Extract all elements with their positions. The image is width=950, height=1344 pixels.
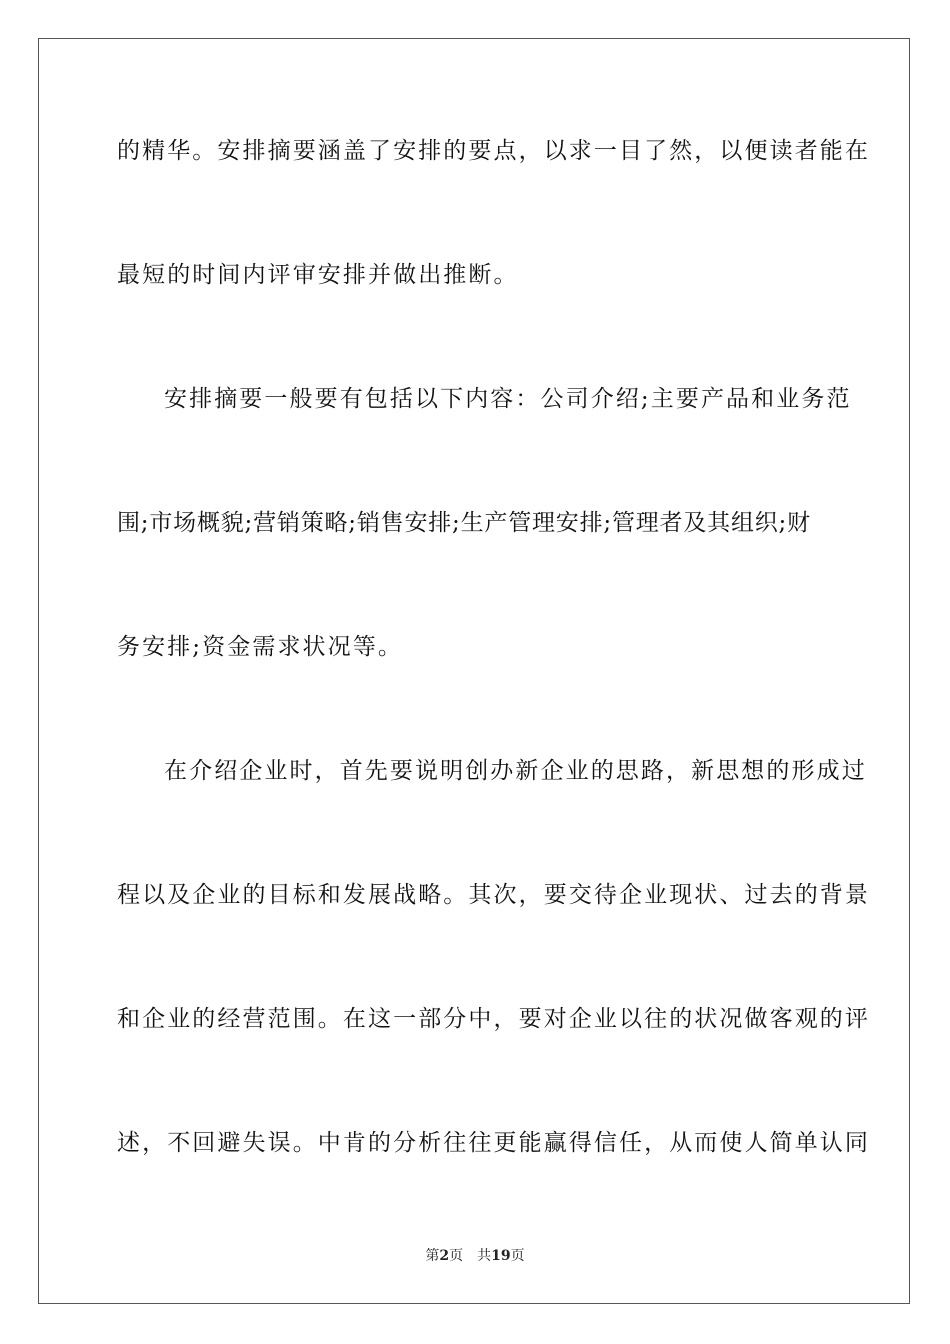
body-line-5: 务安排;资金需求状况等。 [117,634,403,660]
body-line-6: 在介绍企业时，首先要说明创办新企业的思路，新思想的形成过 [164,758,867,784]
body-line-8: 和企业的经营范围。在这一部分中，要对企业以往的状况做客观的评 [117,1006,870,1032]
body-line-2: 最短的时间内评审安排并做出推断。 [117,262,519,288]
body-line-4: 围;市场概貌;营销策略;销售安排;生产管理安排;管理者及其组织;财 [117,510,811,536]
page-number: 2 [439,1248,450,1264]
body-line-3: 安排摘要一般要有包括以下内容：公司介绍;主要产品和业务范 [164,386,852,412]
total-prefix: 共 [477,1248,492,1264]
page-prefix: 第 [425,1248,440,1264]
page-suffix: 页 [449,1248,464,1264]
total-pages: 19 [491,1248,511,1264]
page-border [38,38,910,1304]
body-line-1: 的精华。安排摘要涵盖了安排的要点，以求一目了然，以便读者能在 [117,138,870,164]
body-line-7: 程以及企业的目标和发展战略。其次，要交待企业现状、过去的背景 [117,882,870,908]
body-line-9: 述，不回避失误。中肯的分析往往更能赢得信任，从而使人简单认同 [117,1130,870,1156]
page-footer [0,1247,950,1265]
total-suffix: 页 [510,1248,525,1264]
